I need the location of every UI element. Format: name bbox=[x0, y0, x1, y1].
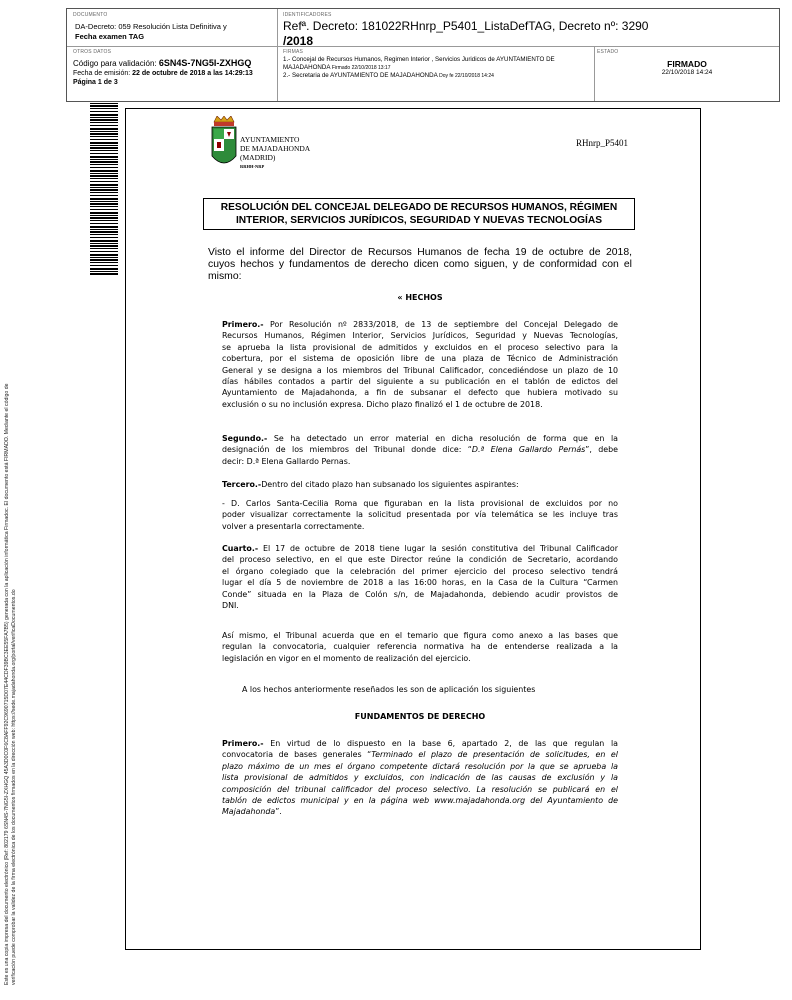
intro-paragraph: Visto el informe del Director de Recursos Humanos de fecha 19 de octubre de 2018, cuyos hechos y fundamentos de derecho dicen como siguen, y de conformidad con el mismo: bbox=[208, 247, 632, 282]
firma-1: 1.- Concejal de Recursos Humanos, Regimen Interior , Servicios Juridicos de AYUNTAMIENTO DE bbox=[283, 56, 555, 63]
hecho-primero: Primero.- Por Resolución nº 2833/2018, de 13 de septiembre del Concejal Delegado de Recursos Humanos, Régimen Interior, Servicios Jurídicos, Seguridad y Nuevas Tecnologías, se aprueba la lista provisional de admitidos y excluidos en el proceso selectivo para la cobertura, por el sistema de oposición libre de una plaza de Técnico de Administración General y se designa a los miembros del Tribunal Calificador, concediéndose un plazo de 10 días hábiles contados a partir del siguiente a su publicación en el tablón de edictos del Ayuntamiento de Majadahonda, a fin de subsanar el defecto que hubiera motivado su exclusión o su no inclusión expresa. Dicho plazo finalizó el 1 de octubre de 2018. bbox=[222, 320, 618, 409]
fundamento-primero: Primero.- En virtud de lo dispuesto en la base 6, apartado 2, de las que regulan la convocatoria de bases generales “Terminado el plazo de presentación de solicitudes, en el plazo máximo de un mes el órgano competente dictará resolución por la que se aprueba la lista provisional de admitidos y excluidos, con indicación de las causas de exclusión y la composición del tribunal calificador del proceso selectivo. La resolución se publicará en el tablón de edictos municipal y en la página web www.majadahonda.org del Ayuntamiento de Majadahonda”. bbox=[222, 739, 618, 817]
document-reference: RHnrp_P5401 bbox=[576, 138, 629, 148]
document-header bbox=[66, 8, 780, 102]
otros-datos-cell: OTROS DATOS Código para validación: 6SN4S-7NG5I-ZXHGQ Fecha de emisión: 22 de octubre de 2018 a las 14:29:13 Página 1 de 3 bbox=[73, 49, 273, 87]
documento-cell: DOCUMENTO DA-Decreto: 059 Resolución Lista Definitiva y Fecha examen TAG bbox=[73, 12, 273, 42]
hecho-tercero: Tercero.-Dentro del citado plazo han subsanado los siguientes aspirantes: bbox=[222, 480, 519, 489]
tercero-bullet: - D. Carlos Santa-Cecilia Roma que figuraban en la lista provisional de excluidos por no poder visualizar correctamente la solicitud presentada por vía telemática se les incluye tras volver a presentarla correctamente. bbox=[222, 499, 618, 531]
aplicacion-line: A los hechos anteriormente reseñados les son de aplicación los siguientes bbox=[242, 685, 536, 694]
hecho-cuarto: Cuarto.- El 17 de octubre de 2018 tiene lugar la sesión constitutiva del Tribunal Calificador del proceso selectivo, en el que este Director reúne la condición de Secretario, acordando el órgano colegiado que la celebración del primer ejercicio del proceso selectivo tendrá lugar el día 5 de noviembre de 2018 a las 16:00 horas, en la Casa de la Cultura “Carmen Conde” situada en la Plaza de Colón s/n, de Majadahonda, debiendo acudir provistos de DNI. bbox=[222, 544, 618, 611]
firmas-cell: FIRMAS 1.- Concejal de Recursos Humanos, Regimen Interior , Servicios Juridicos de AYUNTAMIENTO DE MAJADAHONDA Firmado 22/10/2018 13:17 2.- Secretaria de AYUNTAMIENTO DE MAJADAHONDA Doy fe 22/10/2018 14:24 bbox=[283, 49, 591, 81]
documento-line: Fecha examen TAG bbox=[75, 32, 145, 41]
asi-mismo-paragraph: Así mismo, el Tribunal acuerda que en el temario que figura como anexo a las bases que regulan la convocatoria, cualquier referencia normativa ha de entenderse realizada a la legislación en vigor en el momento de realización del ejercicio. bbox=[222, 631, 618, 663]
hechos-heading: « HECHOS bbox=[397, 293, 443, 302]
firma-2: 2.- Secretaria de AYUNTAMIENTO DE MAJADAHONDA Doy fe 22/10/2018 14:24 bbox=[283, 72, 494, 79]
fundamentos-heading: FUNDAMENTOS DE DERECHO bbox=[354, 712, 486, 721]
decreto-year: /2018 bbox=[283, 34, 314, 48]
identificadores-cell: IDENTIFICADORES Refª. Decreto: 181022RHnrp_P5401_ListaDefTAG, Decreto nº: 3290 /2018 bbox=[283, 12, 773, 49]
entity-name: AYUNTAMIENTO DE MAJADAHONDA (MADRID) RRHH-NRP bbox=[240, 135, 311, 169]
decreto-reference: Refª. Decreto: 181022RHnrp_P5401_ListaDefTAG, Decreto nº: 3290 bbox=[283, 19, 649, 33]
status-badge: FIRMADO bbox=[667, 59, 707, 69]
validation-code[interactable]: 6SN4S-7NG5I-ZXHGQ bbox=[158, 58, 252, 68]
resolution-title: RESOLUCIÓN DEL CONCEJAL DELEGADO DE RECURSOS HUMANOS, RÉGIMEN INTERIOR, SERVICIOS JURÍDICOS, SEGURIDAD Y NUEVAS TECNOLOGÍAS bbox=[203, 198, 635, 230]
status-date: 22/10/2018 14:24 bbox=[661, 69, 713, 76]
barcode bbox=[90, 103, 118, 275]
verification-side-text: Este es una copia impresa del documento electrónico (Ref: 802179 6SN4S-7NG5I-ZXHGQ 45A3D0C0F6C8AFF92C9690715D07E44CDF39BC3EE55FA7B5) generada con la aplicación informática Firmadoc. El documento está FIRMADO. Mediante el código de verificación puede comprobar la validez de la firma electrónica de los documentos firmados en la dirección web: https://sede.majadahonda.org/portal/verificaDocumentos.do bbox=[4, 383, 17, 985]
documento-line: DA-Decreto: 059 Resolución Lista Definitiva y bbox=[75, 22, 227, 31]
page-count: Página 1 de 3 bbox=[73, 79, 118, 86]
coat-of-arms-icon bbox=[209, 116, 239, 172]
hecho-segundo: Segundo.- Se ha detectado un error material en dicha resolución de forma que en la designación de los miembros del Tribunal donde dice: “D.ª Elena Gallardo Pernás”, debe decir: D.ª Elena Gallardo Pernas. bbox=[222, 434, 618, 466]
estado-cell: ESTADO FIRMADO 22/10/2018 14:24 bbox=[597, 49, 777, 76]
